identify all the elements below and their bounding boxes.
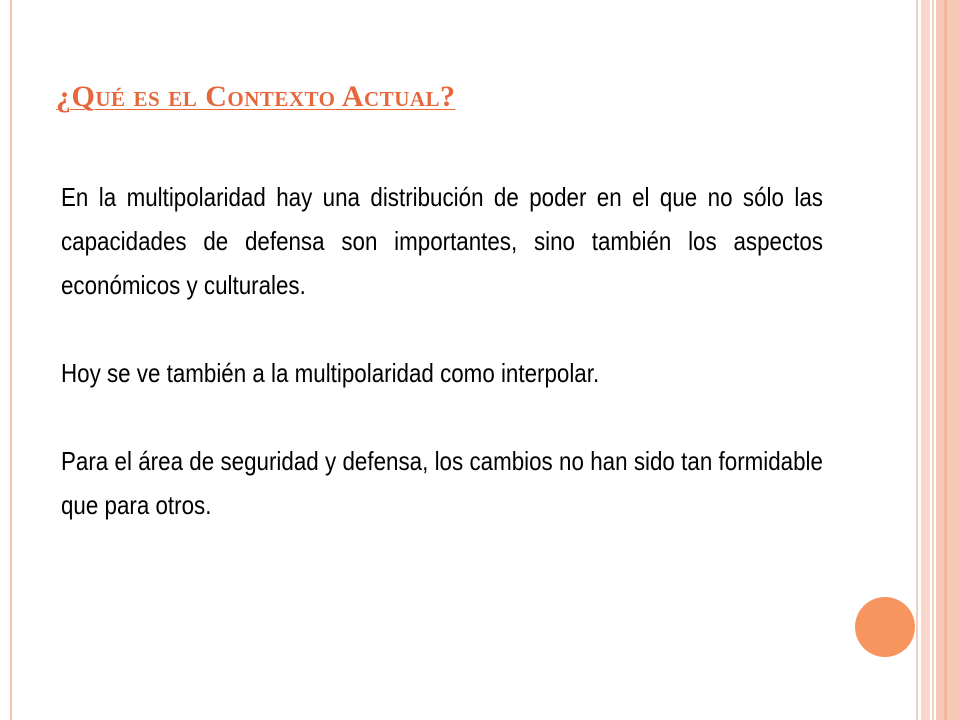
decorative-stripe <box>932 0 934 720</box>
accent-circle <box>855 597 915 657</box>
slide-title: ¿Qué es el Contexto Actual? <box>56 80 456 113</box>
decorative-stripe <box>936 0 960 720</box>
slide-body <box>61 175 823 571</box>
decorative-stripe <box>921 0 930 720</box>
decorative-stripe <box>944 0 947 720</box>
paragraph-interpolar: Hoy se ve también a la multipolaridad como interpolar. <box>61 358 600 388</box>
paragraph-seguridad-defensa: Para el área de seguridad y defensa, los cambios no han sido tan formidable que para otros. <box>61 446 823 520</box>
left-border-line <box>10 0 12 720</box>
decorative-stripe <box>916 0 918 720</box>
paragraph-multipolaridad: En la multipolaridad hay una distribución de poder en el que no sólo las capacidades de defensa son importantes, sino también los aspectos económicos y culturales. <box>61 182 823 300</box>
